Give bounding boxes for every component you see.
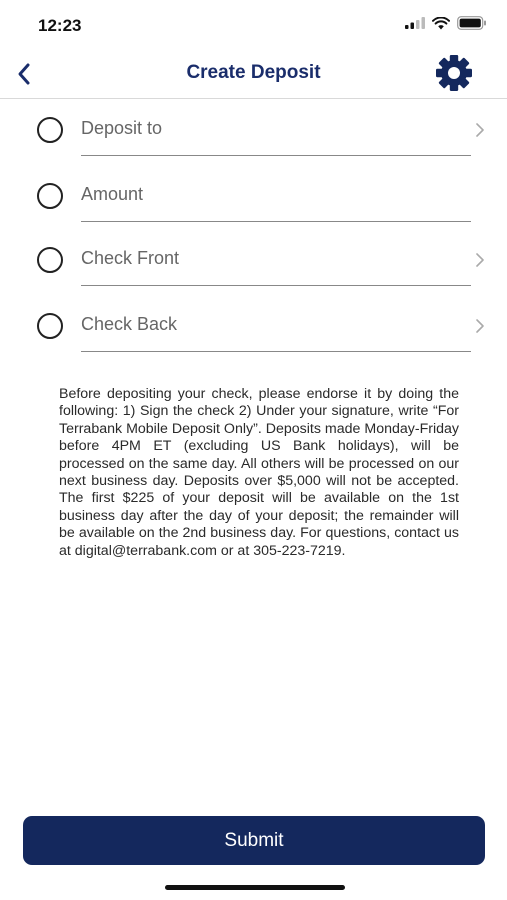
status-icons	[405, 16, 487, 30]
check-back-label: Check Back	[81, 314, 178, 334]
check-front-field[interactable]	[0, 234, 507, 286]
chevron-right-icon	[475, 252, 485, 268]
submit-button[interactable]: Submit	[23, 816, 485, 865]
gear-icon	[433, 54, 475, 92]
chevron-right-icon	[475, 318, 485, 334]
endorsement-instructions: Before depositing your check, please endorse it by doing the following: 1) Sign the check 2) Under your signature, write “For Terrabank Mobile Deposit Only”. Deposits made Monday-Friday before 4PM ET (excluding US Bank holidays), will be processed on the same day. All others will be processed on our next business day. Deposits over $5,000 will not be accepted. The first $225 of your deposit will be available on the 1st business day after the day of your deposit; the remainder will be available on the 2nd business day. For questions, contact us at digital@terrabank.com or at 305-223-7219.	[59, 386, 459, 559]
radio-indicator[interactable]	[37, 183, 63, 209]
battery-icon	[457, 16, 487, 30]
deposit-to-field[interactable]	[0, 104, 507, 156]
field-underline	[81, 221, 471, 222]
cellular-signal-icon	[405, 17, 425, 29]
status-time: 12:23	[38, 16, 82, 35]
status-bar	[0, 0, 507, 50]
check-front-label: Check Front	[81, 248, 180, 268]
radio-indicator[interactable]	[37, 313, 63, 339]
radio-indicator[interactable]	[37, 117, 63, 143]
amount-field[interactable]	[0, 170, 507, 222]
home-indicator	[165, 885, 345, 890]
amount-label: Amount	[81, 184, 144, 204]
nav-bar	[0, 50, 507, 99]
field-underline	[81, 351, 471, 352]
radio-indicator[interactable]	[37, 247, 63, 273]
chevron-right-icon	[475, 122, 485, 138]
settings-button[interactable]	[431, 54, 477, 92]
check-back-field[interactable]	[0, 300, 507, 352]
field-underline	[81, 155, 471, 156]
wifi-icon	[432, 17, 450, 30]
deposit-to-label: Deposit to	[81, 118, 163, 138]
field-underline	[81, 285, 471, 286]
page-title: Create Deposit	[186, 62, 321, 83]
